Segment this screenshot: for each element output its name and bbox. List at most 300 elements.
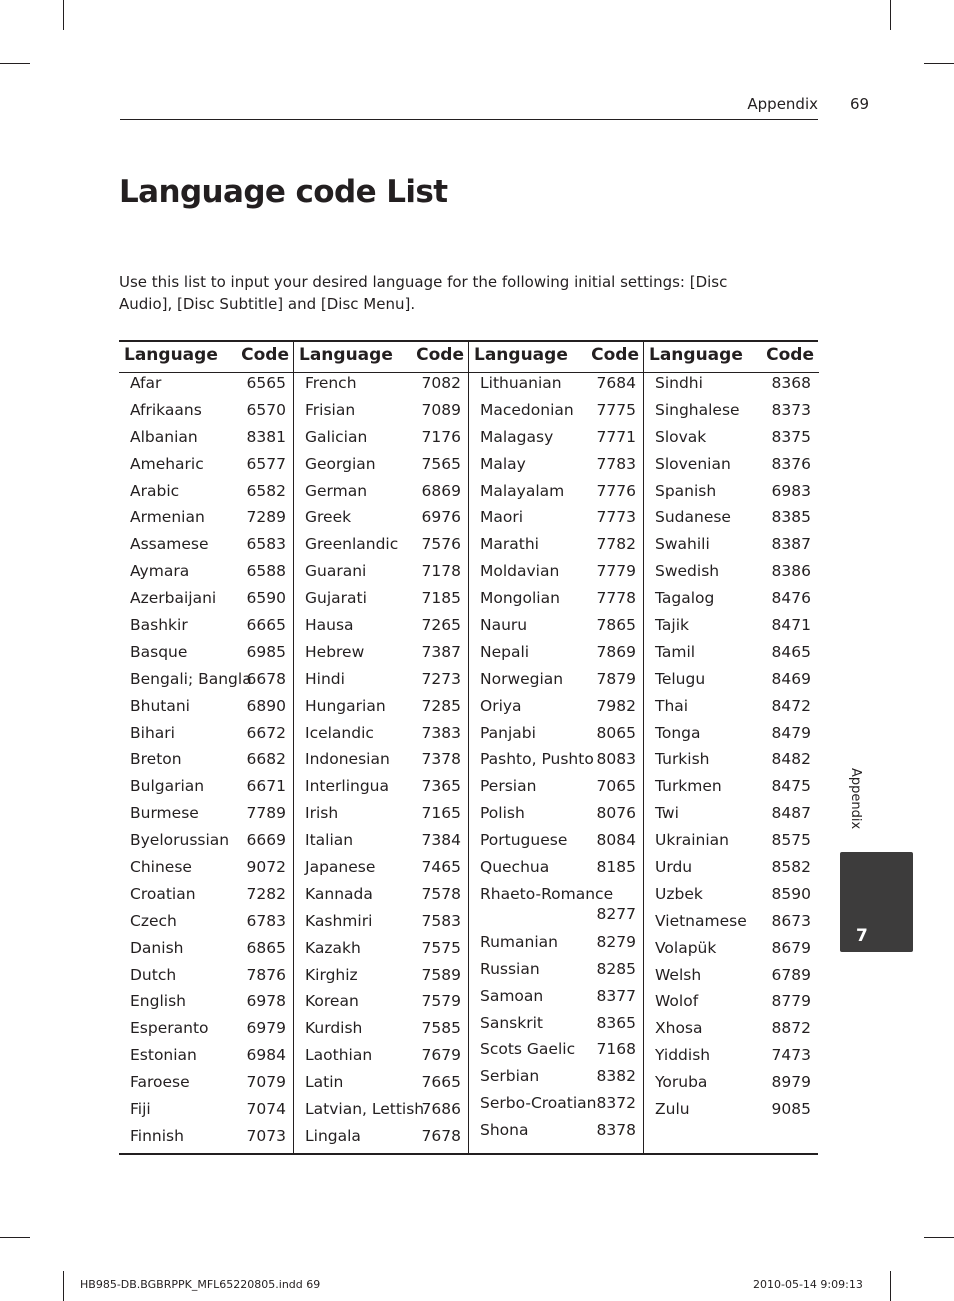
language-name: Maori xyxy=(480,508,524,527)
table-row xyxy=(294,454,469,481)
table-row xyxy=(644,1018,819,1045)
language-code: 6869 xyxy=(421,481,461,500)
table-row xyxy=(294,911,469,938)
table-row xyxy=(119,749,294,776)
table-row xyxy=(469,481,644,508)
language-name: Mongolian xyxy=(480,589,560,608)
language-code: 8471 xyxy=(771,616,811,635)
table-row xyxy=(294,857,469,884)
language-code: 8482 xyxy=(771,750,811,769)
language-name: Panjabi xyxy=(480,723,536,742)
language-code: 7684 xyxy=(596,374,636,392)
table-row xyxy=(469,803,644,830)
language-name: Tamil xyxy=(655,642,696,661)
language-code: 8679 xyxy=(771,938,811,957)
table-row xyxy=(469,830,644,857)
language-code: 6978 xyxy=(246,992,286,1011)
column-header xyxy=(119,342,294,373)
language-code: 7686 xyxy=(421,1100,461,1119)
table-row xyxy=(119,911,294,938)
language-name: Marathi xyxy=(480,535,539,554)
table-row xyxy=(119,642,294,669)
language-name: Bulgarian xyxy=(130,777,205,796)
language-code: 9072 xyxy=(246,858,286,877)
language-code: 7473 xyxy=(771,1046,811,1065)
table-row xyxy=(469,932,644,959)
footer-file-info: HB985-DB.BGBRPPK_MFL65220805.indd 69 xyxy=(80,1278,321,1291)
language-name: Twi xyxy=(655,804,679,823)
language-code: 8084 xyxy=(596,831,636,850)
table-row xyxy=(294,696,469,723)
language-code: 6582 xyxy=(246,481,286,500)
language-code: 7176 xyxy=(421,427,461,446)
language-name: Lingala xyxy=(305,1126,361,1145)
table-row xyxy=(119,561,294,588)
table-row xyxy=(469,723,644,750)
language-name: Tonga xyxy=(655,723,701,742)
table-row xyxy=(294,938,469,965)
language-code: 7089 xyxy=(421,400,461,419)
table-row xyxy=(294,1126,469,1153)
language-code: 8475 xyxy=(771,777,811,796)
language-code: 8387 xyxy=(771,535,811,554)
table-row xyxy=(119,481,294,508)
table-row xyxy=(644,938,819,965)
language-name: Kazakh xyxy=(305,938,361,957)
table-row xyxy=(294,481,469,508)
language-name: Irish xyxy=(305,804,339,823)
crop-mark xyxy=(924,63,954,64)
table-row xyxy=(469,696,644,723)
table-row xyxy=(119,1099,294,1126)
table-row xyxy=(119,1126,294,1153)
language-name: Urdu xyxy=(655,858,693,877)
language-name: Nepali xyxy=(480,642,530,661)
language-code: 7789 xyxy=(246,804,286,823)
language-name: Interlingua xyxy=(305,777,389,796)
language-code: 8076 xyxy=(596,804,636,823)
language-header: Language xyxy=(299,345,393,365)
language-name: Rhaeto-Romance xyxy=(480,884,614,903)
language-code: 8979 xyxy=(771,1073,811,1092)
running-header-section: Appendix xyxy=(747,95,818,113)
language-code: 6783 xyxy=(246,911,286,930)
table-row xyxy=(644,588,819,615)
table-row xyxy=(644,454,819,481)
table-row xyxy=(119,884,294,911)
language-name: Finnish xyxy=(130,1126,184,1145)
crop-mark xyxy=(890,1271,891,1301)
table-row xyxy=(119,1045,294,1072)
language-code: 7869 xyxy=(596,642,636,661)
table-row xyxy=(469,669,644,696)
chapter-tab xyxy=(840,852,913,952)
language-name: Hindi xyxy=(305,669,345,688)
language-name: Greenlandic xyxy=(305,535,399,554)
language-name: Lithuanian xyxy=(480,374,562,392)
table-row xyxy=(119,427,294,454)
language-code: 6669 xyxy=(246,831,286,850)
language-code: 7365 xyxy=(421,777,461,796)
table-row xyxy=(469,1039,644,1066)
table-row xyxy=(294,749,469,776)
table-row xyxy=(469,642,644,669)
table-row xyxy=(119,938,294,965)
table-row xyxy=(469,986,644,1013)
language-name: Serbian xyxy=(480,1067,540,1086)
language-code: 7282 xyxy=(246,884,286,903)
language-code: 7589 xyxy=(421,965,461,984)
language-code: 7285 xyxy=(421,696,461,715)
page-number: 69 xyxy=(850,95,870,113)
language-name: Galician xyxy=(305,427,368,446)
language-name: Danish xyxy=(130,938,184,957)
language-name: Vietnamese xyxy=(655,911,747,930)
language-name: Malayalam xyxy=(480,481,565,500)
language-name: Faroese xyxy=(130,1073,190,1092)
code-header: Code xyxy=(241,345,289,365)
language-code: 8582 xyxy=(771,858,811,877)
language-code: 7982 xyxy=(596,696,636,715)
language-name: Hungarian xyxy=(305,696,386,715)
language-code: 7865 xyxy=(596,616,636,635)
table-row xyxy=(294,1045,469,1072)
table-row xyxy=(469,427,644,454)
language-name: Spanish xyxy=(655,481,717,500)
language-name: Japanese xyxy=(305,858,376,877)
language-name: Kirghiz xyxy=(305,965,358,984)
rows-container xyxy=(294,373,469,1153)
table-row xyxy=(644,1045,819,1072)
language-code: 7383 xyxy=(421,723,461,742)
language-code: 7876 xyxy=(246,965,286,984)
language-code: 8279 xyxy=(596,932,636,951)
language-name: Wolof xyxy=(655,992,699,1011)
header-rule xyxy=(120,119,818,120)
language-name: Uzbek xyxy=(655,884,703,903)
language-code: 6979 xyxy=(246,1019,286,1038)
table-column xyxy=(119,342,294,1153)
language-code: 8185 xyxy=(596,858,636,877)
table-row xyxy=(119,507,294,534)
column-header xyxy=(644,342,819,373)
table-row xyxy=(644,561,819,588)
language-code: 7583 xyxy=(421,911,461,930)
crop-mark xyxy=(890,0,891,30)
language-name: Shona xyxy=(480,1121,529,1140)
table-row xyxy=(294,507,469,534)
language-header: Language xyxy=(649,345,743,365)
language-code: 7073 xyxy=(246,1126,286,1145)
table-row xyxy=(469,1120,644,1147)
table-row xyxy=(294,615,469,642)
language-code: 8779 xyxy=(771,992,811,1011)
language-code: 8472 xyxy=(771,696,811,715)
language-code: 8375 xyxy=(771,427,811,446)
language-name: Kannada xyxy=(305,884,373,903)
language-name: Telugu xyxy=(655,669,706,688)
crop-mark xyxy=(0,1237,30,1238)
language-code: 7165 xyxy=(421,804,461,823)
table-row xyxy=(644,427,819,454)
table-row xyxy=(294,1099,469,1126)
table-row xyxy=(469,1093,644,1120)
table-row xyxy=(644,400,819,427)
language-code: 7575 xyxy=(421,938,461,957)
language-name: Burmese xyxy=(130,804,199,823)
table-row xyxy=(119,534,294,561)
language-code: 9085 xyxy=(771,1100,811,1119)
table-row xyxy=(644,1099,819,1126)
language-name: Afar xyxy=(130,374,162,392)
language-code: 6672 xyxy=(246,723,286,742)
table-row xyxy=(469,884,644,932)
language-name: Assamese xyxy=(130,535,209,554)
language-code: 7178 xyxy=(421,562,461,581)
language-code: 8365 xyxy=(596,1013,636,1032)
language-name: Icelandic xyxy=(305,723,374,742)
language-name: Albanian xyxy=(130,427,198,446)
language-name: Italian xyxy=(305,831,354,850)
table-row xyxy=(644,911,819,938)
language-name: Slovenian xyxy=(655,454,731,473)
language-name: Indonesian xyxy=(305,750,390,769)
code-header: Code xyxy=(766,345,814,365)
language-name: Persian xyxy=(480,777,537,796)
language-code-table xyxy=(119,340,818,1155)
language-name: Pashto, Pushto xyxy=(480,750,594,769)
table-row xyxy=(469,1066,644,1093)
table-row xyxy=(119,615,294,642)
table-row xyxy=(644,857,819,884)
language-code: 8065 xyxy=(596,723,636,742)
table-row xyxy=(119,1018,294,1045)
table-row xyxy=(469,534,644,561)
table-row xyxy=(644,669,819,696)
language-name: Turkmen xyxy=(655,777,722,796)
language-code: 6890 xyxy=(246,696,286,715)
language-name: Byelorussian xyxy=(130,831,230,850)
language-name: Serbo-Croatian xyxy=(480,1094,597,1113)
table-row xyxy=(644,749,819,776)
language-name: Armenian xyxy=(130,508,205,527)
language-name: Malagasy xyxy=(480,427,554,446)
language-name: Latin xyxy=(305,1073,344,1092)
language-name: German xyxy=(305,481,368,500)
language-name: Singhalese xyxy=(655,400,740,419)
language-code: 7265 xyxy=(421,616,461,635)
language-name: Welsh xyxy=(655,965,702,984)
language-code: 8368 xyxy=(771,374,811,392)
crop-mark xyxy=(0,63,30,64)
language-code: 8469 xyxy=(771,669,811,688)
table-row xyxy=(294,588,469,615)
table-row xyxy=(294,1072,469,1099)
language-name: Bashkir xyxy=(130,616,188,635)
language-code: 7775 xyxy=(596,400,636,419)
language-code: 8277 xyxy=(596,904,636,923)
language-name: Yoruba xyxy=(655,1073,708,1092)
table-row xyxy=(644,373,819,400)
language-name: Bengali; Bangla xyxy=(130,669,252,688)
table-row xyxy=(119,373,294,400)
language-name: English xyxy=(130,992,186,1011)
language-name: Azerbaijani xyxy=(130,589,217,608)
table-row xyxy=(469,561,644,588)
chapter-number: 7 xyxy=(856,926,868,946)
language-code: 8381 xyxy=(246,427,286,446)
table-row xyxy=(119,1072,294,1099)
language-name: Xhosa xyxy=(655,1019,703,1038)
language-name: Volapük xyxy=(655,938,717,957)
code-header: Code xyxy=(591,345,639,365)
language-name: Sudanese xyxy=(655,508,731,527)
language-name: Basque xyxy=(130,642,188,661)
language-code: 7074 xyxy=(246,1100,286,1119)
language-name: Sanskrit xyxy=(480,1013,543,1032)
language-code: 7384 xyxy=(421,831,461,850)
language-code: 8376 xyxy=(771,454,811,473)
language-name: Fiji xyxy=(130,1100,151,1119)
language-code: 8590 xyxy=(771,884,811,903)
language-name: Russian xyxy=(480,959,540,978)
language-code: 8372 xyxy=(596,1094,636,1113)
language-code: 8465 xyxy=(771,642,811,661)
table-row xyxy=(294,400,469,427)
table-row xyxy=(119,400,294,427)
table-row xyxy=(294,1018,469,1045)
language-code: 8673 xyxy=(771,911,811,930)
language-name: Scots Gaelic xyxy=(480,1040,576,1059)
table-row xyxy=(644,776,819,803)
rows-container xyxy=(469,373,644,1147)
table-row xyxy=(119,803,294,830)
language-name: Ukrainian xyxy=(655,831,729,850)
language-code: 6588 xyxy=(246,562,286,581)
language-name: Bhutani xyxy=(130,696,190,715)
language-name: Kashmiri xyxy=(305,911,373,930)
table-row xyxy=(469,588,644,615)
table-row xyxy=(644,965,819,992)
language-name: Ameharic xyxy=(130,454,204,473)
language-code: 6984 xyxy=(246,1046,286,1065)
language-name: Yiddish xyxy=(655,1046,711,1065)
language-code: 6570 xyxy=(246,400,286,419)
language-name: Gujarati xyxy=(305,589,367,608)
language-code: 7779 xyxy=(596,562,636,581)
rows-container xyxy=(119,373,294,1153)
language-code: 7289 xyxy=(246,508,286,527)
language-name: Chinese xyxy=(130,858,192,877)
language-code: 7273 xyxy=(421,669,461,688)
table-row xyxy=(119,830,294,857)
language-code: 8385 xyxy=(771,508,811,527)
table-row xyxy=(119,776,294,803)
language-code: 7378 xyxy=(421,750,461,769)
table-row xyxy=(119,991,294,1018)
language-code: 6682 xyxy=(246,750,286,769)
table-row xyxy=(294,884,469,911)
table-row xyxy=(644,1072,819,1099)
table-row xyxy=(644,696,819,723)
rows-container xyxy=(644,373,819,1126)
page-title: Language code List xyxy=(119,174,448,210)
language-code: 8083 xyxy=(596,750,636,769)
language-code: 8476 xyxy=(771,589,811,608)
language-name: Latvian, Lettish xyxy=(305,1100,425,1119)
language-name: Dutch xyxy=(130,965,177,984)
table-row xyxy=(469,959,644,986)
language-name: Greek xyxy=(305,508,352,527)
language-code: 7678 xyxy=(421,1126,461,1145)
language-name: Zulu xyxy=(655,1100,690,1119)
language-name: Moldavian xyxy=(480,562,560,581)
code-header: Code xyxy=(416,345,464,365)
language-code: 8872 xyxy=(771,1019,811,1038)
language-code: 6583 xyxy=(246,535,286,554)
language-name: Breton xyxy=(130,750,182,769)
language-name: Esperanto xyxy=(130,1019,209,1038)
language-code: 7783 xyxy=(596,454,636,473)
table-row xyxy=(644,723,819,750)
language-code: 8479 xyxy=(771,723,811,742)
table-row xyxy=(119,723,294,750)
language-name: Georgian xyxy=(305,454,376,473)
language-name: Laothian xyxy=(305,1046,373,1065)
language-name: Hebrew xyxy=(305,642,365,661)
footer-timestamp: 2010-05-14 9:09:13 xyxy=(753,1278,863,1291)
table-row xyxy=(294,669,469,696)
table-row xyxy=(119,588,294,615)
table-row xyxy=(469,454,644,481)
table-row xyxy=(644,830,819,857)
table-row xyxy=(294,991,469,1018)
table-row xyxy=(469,857,644,884)
table-row xyxy=(119,454,294,481)
table-row xyxy=(294,776,469,803)
language-code: 7082 xyxy=(421,374,461,392)
language-name: Kurdish xyxy=(305,1019,363,1038)
language-name: Tagalog xyxy=(655,589,715,608)
language-code: 6590 xyxy=(246,589,286,608)
language-code: 7776 xyxy=(596,481,636,500)
language-name: Swedish xyxy=(655,562,720,581)
language-code: 8285 xyxy=(596,959,636,978)
table-row xyxy=(644,507,819,534)
language-code: 7387 xyxy=(421,642,461,661)
side-tab-label: Appendix xyxy=(848,768,863,830)
table-row xyxy=(644,481,819,508)
language-name: Hausa xyxy=(305,616,354,635)
language-code: 6671 xyxy=(246,777,286,796)
table-row xyxy=(294,830,469,857)
language-code: 7565 xyxy=(421,454,461,473)
language-name: Estonian xyxy=(130,1046,197,1065)
language-name: Samoan xyxy=(480,986,544,1005)
table-row xyxy=(644,991,819,1018)
table-row xyxy=(469,400,644,427)
language-code: 6976 xyxy=(421,508,461,527)
language-name: Czech xyxy=(130,911,177,930)
language-name: Oriya xyxy=(480,696,522,715)
language-code: 7771 xyxy=(596,427,636,446)
language-name: Polish xyxy=(480,804,525,823)
table-row xyxy=(294,965,469,992)
language-name: Arabic xyxy=(130,481,180,500)
table-column xyxy=(468,342,644,1153)
language-code: 7679 xyxy=(421,1046,461,1065)
crop-mark xyxy=(924,1237,954,1238)
